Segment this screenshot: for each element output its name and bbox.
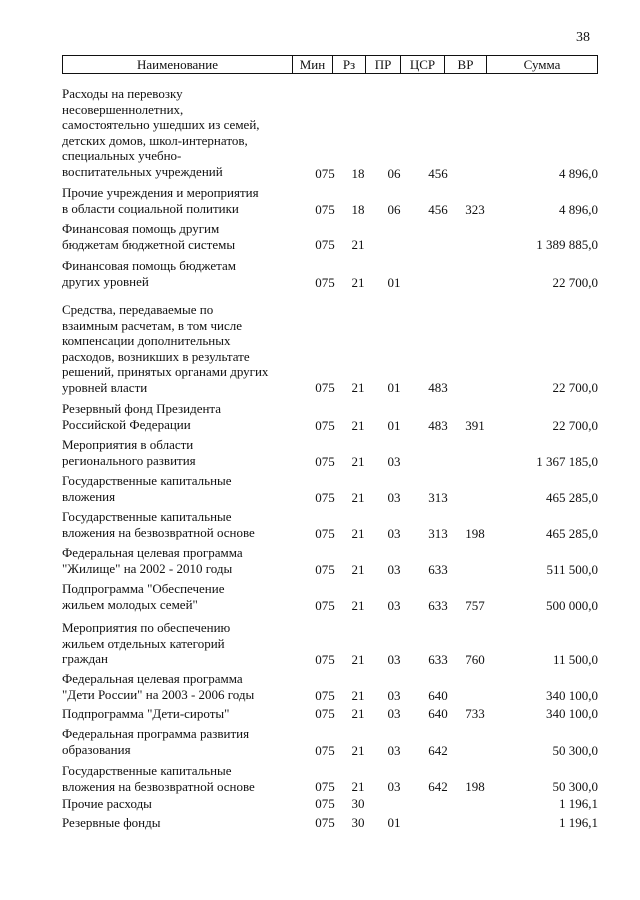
row-name: Резервные фонды <box>62 815 161 830</box>
row-pr: 01 <box>387 418 401 433</box>
row-sum: 50 300,0 <box>552 743 598 758</box>
row-csr: 642 <box>428 743 448 758</box>
row-name: Федеральная программа развития образования <box>62 726 250 757</box>
row-csr: 633 <box>428 598 448 613</box>
column-header-name: Наименование <box>63 56 293 73</box>
row-rz: 21 <box>351 743 365 758</box>
row-rz: 21 <box>351 237 365 252</box>
page-number: 38 <box>576 30 590 45</box>
row-pr: 03 <box>387 562 401 577</box>
row-name: Финансовая помощь бюджетам других уровней <box>62 258 236 289</box>
row-name: Федеральная целевая программа "Жилище" на 2002 - 2010 годы <box>62 545 243 576</box>
row-min: 075 <box>315 688 335 703</box>
row-min: 075 <box>315 418 335 433</box>
row-sum: 1 196,1 <box>559 815 598 830</box>
row-vr: 323 <box>465 202 485 217</box>
row-pr: 03 <box>387 526 401 541</box>
row-vr: 760 <box>465 652 485 667</box>
row-min: 075 <box>315 652 335 667</box>
row-sum: 22 700,0 <box>552 275 598 290</box>
row-min: 075 <box>315 815 335 830</box>
row-csr: 640 <box>428 706 448 721</box>
row-pr: 06 <box>387 202 401 217</box>
row-min: 075 <box>315 796 335 811</box>
row-name: Мероприятия в области регионального развития <box>62 437 196 468</box>
row-rz: 21 <box>351 275 365 290</box>
row-vr: 391 <box>465 418 485 433</box>
column-header-vr: ВР <box>445 56 487 73</box>
column-header-csr: ЦСР <box>401 56 445 73</box>
row-sum: 511 500,0 <box>546 562 598 577</box>
row-sum: 4 896,0 <box>559 202 598 217</box>
row-csr: 313 <box>428 526 448 541</box>
row-vr: 733 <box>465 706 485 721</box>
row-min: 075 <box>315 202 335 217</box>
row-sum: 1 367 185,0 <box>536 454 598 469</box>
row-rz: 21 <box>351 688 365 703</box>
row-name: Подпрограмма "Обеспечение жильем молодых семей" <box>62 581 225 612</box>
row-rz: 21 <box>351 706 365 721</box>
row-rz: 21 <box>351 562 365 577</box>
row-sum: 1 389 885,0 <box>536 237 598 252</box>
row-sum: 11 500,0 <box>552 652 598 667</box>
row-name: Резервный фонд Президента Российской Федерации <box>62 401 222 432</box>
row-sum: 500 000,0 <box>546 598 598 613</box>
row-vr: 198 <box>465 779 485 794</box>
row-rz: 18 <box>351 166 365 181</box>
row-name: Средства, передаваемые по взаимным расчетам, в том числе компенсации дополнительных расходов, возникших в результате решений, принятых органами других уровней власти <box>62 302 269 395</box>
row-pr: 03 <box>387 779 401 794</box>
column-header-sum: Сумма <box>523 57 561 72</box>
row-sum: 340 100,0 <box>546 706 598 721</box>
row-rz: 21 <box>351 652 365 667</box>
row-rz: 21 <box>351 454 365 469</box>
row-sum: 465 285,0 <box>546 490 598 505</box>
row-csr: 456 <box>428 202 448 217</box>
row-sum: 340 100,0 <box>546 688 598 703</box>
column-header-min: Мин <box>293 56 333 73</box>
column-header-rz: Рз <box>333 56 366 73</box>
row-name: Прочие расходы <box>62 796 152 811</box>
row-name: Подпрограмма "Дети-сироты" <box>62 706 230 721</box>
row-pr: 03 <box>387 598 401 613</box>
row-rz: 21 <box>351 526 365 541</box>
row-rz: 30 <box>351 815 365 830</box>
row-sum: 4 896,0 <box>559 166 598 181</box>
row-rz: 21 <box>351 598 365 613</box>
row-csr: 456 <box>428 166 448 181</box>
row-pr: 03 <box>387 490 401 505</box>
row-min: 075 <box>315 237 335 252</box>
row-csr: 483 <box>428 380 448 395</box>
row-pr: 06 <box>387 166 401 181</box>
row-rz: 30 <box>351 796 365 811</box>
row-min: 075 <box>315 779 335 794</box>
row-pr: 03 <box>387 454 401 469</box>
row-pr: 03 <box>387 652 401 667</box>
row-min: 075 <box>315 166 335 181</box>
row-sum: 465 285,0 <box>546 526 598 541</box>
row-min: 075 <box>315 743 335 758</box>
row-min: 075 <box>315 598 335 613</box>
column-header-pr: ПР <box>366 56 401 73</box>
row-name: Государственные капитальные вложения на безвозвратной основе <box>62 509 255 540</box>
row-sum: 22 700,0 <box>552 380 598 395</box>
row-rz: 21 <box>351 490 365 505</box>
row-pr: 03 <box>387 688 401 703</box>
row-min: 075 <box>315 526 335 541</box>
row-csr: 640 <box>428 688 448 703</box>
row-name: Государственные капитальные вложения <box>62 473 232 504</box>
row-sum: 22 700,0 <box>552 418 598 433</box>
row-min: 075 <box>315 490 335 505</box>
row-rz: 21 <box>351 779 365 794</box>
row-csr: 313 <box>428 490 448 505</box>
row-name: Финансовая помощь другим бюджетам бюджетной системы <box>62 221 236 252</box>
row-min: 075 <box>315 380 335 395</box>
row-rz: 21 <box>351 380 365 395</box>
row-vr: 198 <box>465 526 485 541</box>
row-pr: 01 <box>387 815 401 830</box>
row-name: Расходы на перевозку несовершеннолетних, самостоятельно ушедших из семей, детских домов, школ-интернатов, специальных учебно- воспитательных учреждений <box>62 86 260 179</box>
table-header <box>62 55 598 74</box>
row-sum: 50 300,0 <box>552 779 598 794</box>
row-pr: 01 <box>387 275 401 290</box>
row-pr: 03 <box>387 706 401 721</box>
row-csr: 633 <box>428 652 448 667</box>
row-pr: 03 <box>387 743 401 758</box>
row-name: Мероприятия по обеспечению жильем отдельных категорий граждан <box>62 620 231 667</box>
row-csr: 642 <box>428 779 448 794</box>
row-min: 075 <box>315 706 335 721</box>
row-sum: 1 196,1 <box>559 796 598 811</box>
row-csr: 483 <box>428 418 448 433</box>
row-min: 075 <box>315 275 335 290</box>
row-name: Прочие учреждения и мероприятия в области социальной политики <box>62 185 259 216</box>
row-rz: 18 <box>351 202 365 217</box>
row-name: Государственные капитальные вложения на безвозвратной основе <box>62 763 255 794</box>
row-rz: 21 <box>351 418 365 433</box>
row-name: Федеральная целевая программа "Дети России" на 2003 - 2006 годы <box>62 671 255 702</box>
row-min: 075 <box>315 454 335 469</box>
row-vr: 757 <box>465 598 485 613</box>
row-min: 075 <box>315 562 335 577</box>
row-pr: 01 <box>387 380 401 395</box>
row-csr: 633 <box>428 562 448 577</box>
